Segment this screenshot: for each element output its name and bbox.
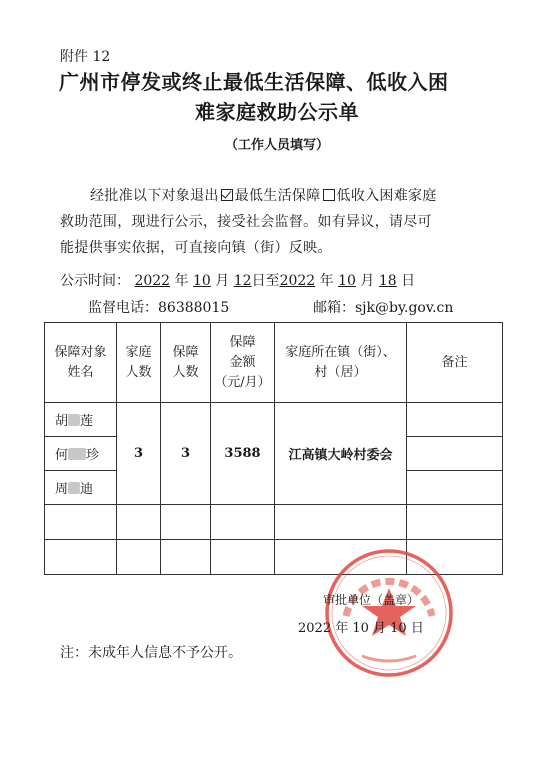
- intro-line2: 救助范围，现进行公示，接受社会监督。如有异议，请尽可: [60, 214, 432, 230]
- unit-day: 日: [401, 273, 416, 289]
- document-title-line2: 难家庭救助公示单: [195, 100, 359, 124]
- phone-label: 监督电话：: [88, 300, 158, 316]
- approval-unit-label: 审批单位（盖章）: [323, 593, 420, 607]
- unit-day-to: 日至: [251, 273, 280, 289]
- intro-line1: [90, 183, 437, 209]
- end-day: 18: [378, 273, 397, 289]
- header-location: 家庭所在镇（街）、村（居）: [275, 323, 407, 403]
- intro-line3: 能提供事实依据，可直接向镇（街）反映。: [60, 240, 332, 256]
- end-month: 10: [338, 273, 356, 289]
- cell-remark: [407, 403, 503, 437]
- redacted-mark: [68, 448, 86, 460]
- approval-date: 2022 年 10 月 10 日: [298, 621, 424, 636]
- cell-location: 江高镇大岭村委会: [275, 403, 407, 505]
- dibao-label: 最低生活保障: [234, 188, 321, 204]
- cell-amount: 3588: [211, 403, 275, 505]
- member-name: 周 迪: [45, 471, 117, 505]
- official-seal-icon: [322, 546, 456, 680]
- header-covered: 保障人数: [161, 323, 211, 403]
- unit-year: 年: [174, 273, 189, 289]
- start-month: 10: [193, 273, 211, 289]
- email-address: sjk@by.gov.cn: [355, 300, 454, 316]
- publicity-table: [44, 322, 503, 575]
- unit-month: 月: [360, 273, 375, 289]
- intro-text: 经批准以下对象退出: [90, 188, 219, 204]
- unit-month: 月: [215, 273, 230, 289]
- supervision-email: [313, 297, 453, 317]
- header-remark: 备注: [407, 323, 503, 403]
- header-family-size: 家庭人数: [117, 323, 161, 403]
- redacted-mark: [68, 414, 80, 426]
- member-name: 何 珍: [45, 437, 117, 471]
- header-amount-unit: （元/月）: [214, 374, 271, 390]
- cell-remark: [407, 437, 503, 471]
- member-name: 胡 莲: [45, 403, 117, 437]
- supervision-phone: [88, 297, 229, 317]
- start-year: 2022: [134, 273, 171, 289]
- table-row: [45, 403, 503, 437]
- header-name: 保障对象姓名: [45, 323, 117, 403]
- document-subtitle: （工作人员填写）: [224, 138, 329, 153]
- start-day: 12: [233, 273, 252, 289]
- publicity-period: [60, 270, 415, 290]
- attachment-number: 附件 12: [60, 49, 111, 65]
- publicity-label: 公示时间：: [60, 273, 130, 289]
- end-year: 2022: [279, 273, 316, 289]
- low-income-label: 低收入困难家庭: [336, 188, 437, 204]
- document-title-line1: 广州市停发或终止最低生活保障、低收入困: [59, 70, 449, 94]
- table-row-empty: [45, 505, 503, 540]
- redacted-mark: [68, 482, 80, 494]
- dibao-checkbox: [221, 189, 233, 201]
- cell-remark: [407, 471, 503, 505]
- low-income-checkbox: [323, 189, 335, 201]
- phone-number: 86388015: [158, 300, 230, 316]
- email-label: 邮箱：: [313, 300, 355, 316]
- table-header-row: [45, 323, 503, 403]
- footnote: 注：未成年人信息不予公开。: [60, 645, 242, 661]
- unit-year: 年: [319, 273, 334, 289]
- header-amount: 保障金额 （元/月）: [211, 323, 275, 403]
- cell-covered: 3: [161, 403, 211, 505]
- cell-family-size: 3: [117, 403, 161, 505]
